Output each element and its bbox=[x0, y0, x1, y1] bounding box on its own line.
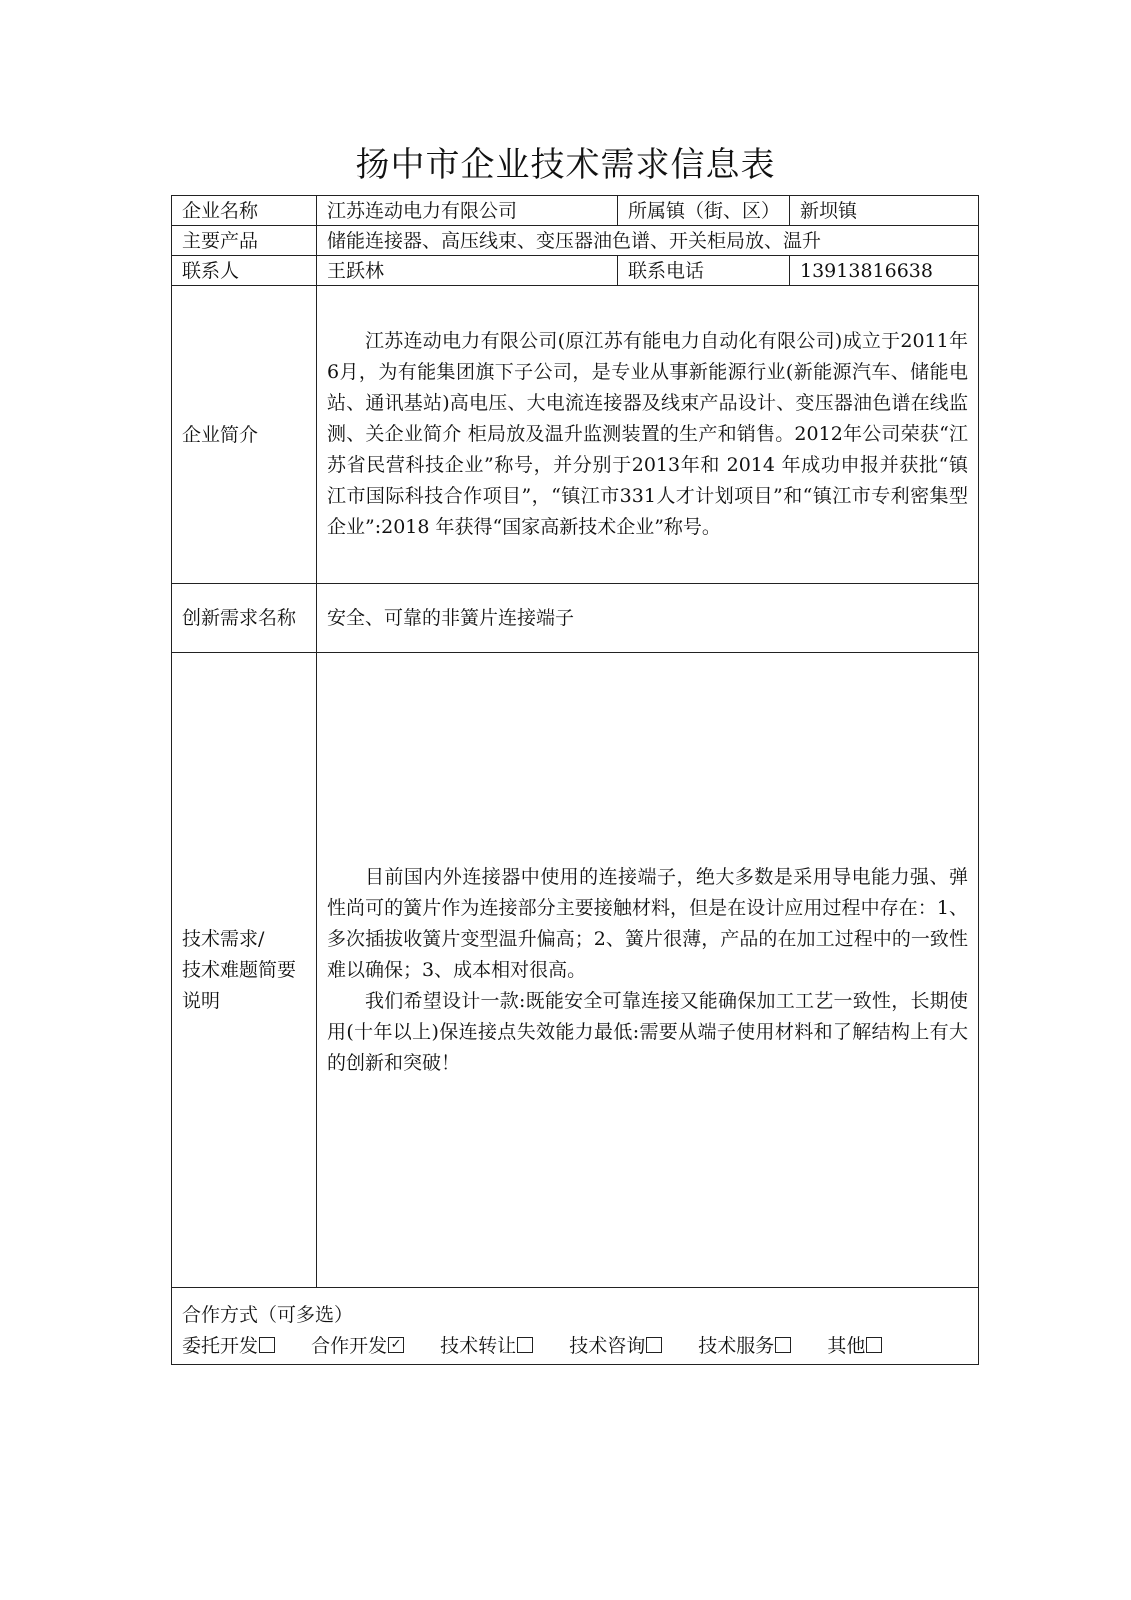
cooperation-option[interactable] bbox=[569, 1330, 662, 1362]
checkbox[interactable] bbox=[259, 1337, 275, 1353]
cooperation-cell bbox=[172, 1288, 979, 1365]
contact-label: 联系人 bbox=[172, 256, 317, 286]
town-value: 新坝镇 bbox=[790, 196, 979, 226]
checkbox[interactable] bbox=[646, 1337, 662, 1353]
cooperation-label: 合作方式（可多选） bbox=[182, 1304, 354, 1326]
page-title: 扬中市企业技术需求信息表 bbox=[355, 145, 776, 185]
contact-value: 王跃林 bbox=[317, 256, 618, 286]
cooperation-option-label: 合作开发 bbox=[311, 1335, 388, 1357]
intro-text: 江苏连动电力有限公司(原江苏有能电力自动化有限公司)成立于2011年6月，为有能集团旗下子公司，是专业从事新能源行业(新能源汽车、储能电站、通讯基站)高电压、大电流连接器及线束产品设计、变压器油色谱在线监测、关企业简介 柜局放及温升监测装置的生产和销售。2012年公司荣获“江苏省民营科技企业”称号，并分别于2013年和 2014 年成功申报并获批“镇江市国际科技合作项目”，“镇江市331人才计划项目”和“镇江市专利密集型企业”:2018 年获得“国家高新技术企业”称号。 bbox=[327, 330, 968, 538]
phone-value: 13913816638 bbox=[790, 256, 979, 286]
products-value: 储能连接器、高压线束、变压器油色谱、开关柜局放、温升 bbox=[317, 226, 979, 256]
table-row bbox=[172, 584, 979, 653]
need-name-label: 创新需求名称 bbox=[172, 584, 317, 653]
tech-label-line: 说明 bbox=[182, 989, 221, 1012]
cooperation-option[interactable] bbox=[440, 1330, 533, 1362]
table-row bbox=[172, 286, 979, 584]
cooperation-option[interactable] bbox=[698, 1330, 791, 1362]
town-label: 所属镇（街、区） bbox=[618, 196, 790, 226]
table-row bbox=[172, 196, 979, 226]
cooperation-option-label: 技术服务 bbox=[698, 1335, 775, 1357]
tech-paragraph-2: 我们希望设计一款:既能安全可靠连接又能确保加工工艺一致性，长期使用(十年以上)保连接点失效能力最低:需要从端子使用材料和了解结构上有大的创新和突破！ bbox=[327, 989, 968, 1074]
cooperation-option-label: 委托开发 bbox=[182, 1335, 259, 1357]
tech-label-line: 技术需求/ bbox=[182, 927, 265, 950]
tech-cell bbox=[317, 653, 979, 1288]
checkbox[interactable] bbox=[866, 1337, 882, 1353]
table-row bbox=[172, 226, 979, 256]
checkbox[interactable] bbox=[775, 1337, 791, 1353]
company-name-value: 江苏连动电力有限公司 bbox=[317, 196, 618, 226]
cooperation-option-label: 技术转让 bbox=[440, 1335, 517, 1357]
table-row bbox=[172, 653, 979, 1288]
company-name-label: 企业名称 bbox=[172, 196, 317, 226]
table-row bbox=[172, 256, 979, 286]
table-row bbox=[172, 1288, 979, 1365]
tech-label-line: 技术难题简要 bbox=[182, 958, 297, 981]
tech-label bbox=[172, 653, 317, 1288]
cooperation-option[interactable] bbox=[311, 1330, 404, 1362]
cooperation-options bbox=[182, 1330, 968, 1362]
intro-cell bbox=[317, 286, 979, 584]
need-name-value: 安全、可靠的非簧片连接端子 bbox=[317, 584, 979, 653]
intro-label: 企业简介 bbox=[172, 286, 317, 584]
cooperation-option-label: 技术咨询 bbox=[569, 1335, 646, 1357]
phone-label: 联系电话 bbox=[618, 256, 790, 286]
checkbox[interactable] bbox=[388, 1337, 404, 1353]
cooperation-option[interactable] bbox=[827, 1330, 882, 1362]
cooperation-option[interactable] bbox=[182, 1330, 275, 1362]
products-label: 主要产品 bbox=[172, 226, 317, 256]
tech-paragraph-1: 目前国内外连接器中使用的连接端子，绝大多数是采用导电能力强、弹性尚可的簧片作为连接部分主要接触材料，但是在设计应用过程中存在：1、多次插拔收簧片变型温升偏高；2、簧片很薄，产品的在加工过程中的一致性难以确保；3、成本相对很高。 bbox=[327, 865, 968, 981]
checkbox[interactable] bbox=[517, 1337, 533, 1353]
demand-info-table bbox=[171, 195, 979, 1365]
cooperation-option-label: 其他 bbox=[827, 1335, 866, 1357]
